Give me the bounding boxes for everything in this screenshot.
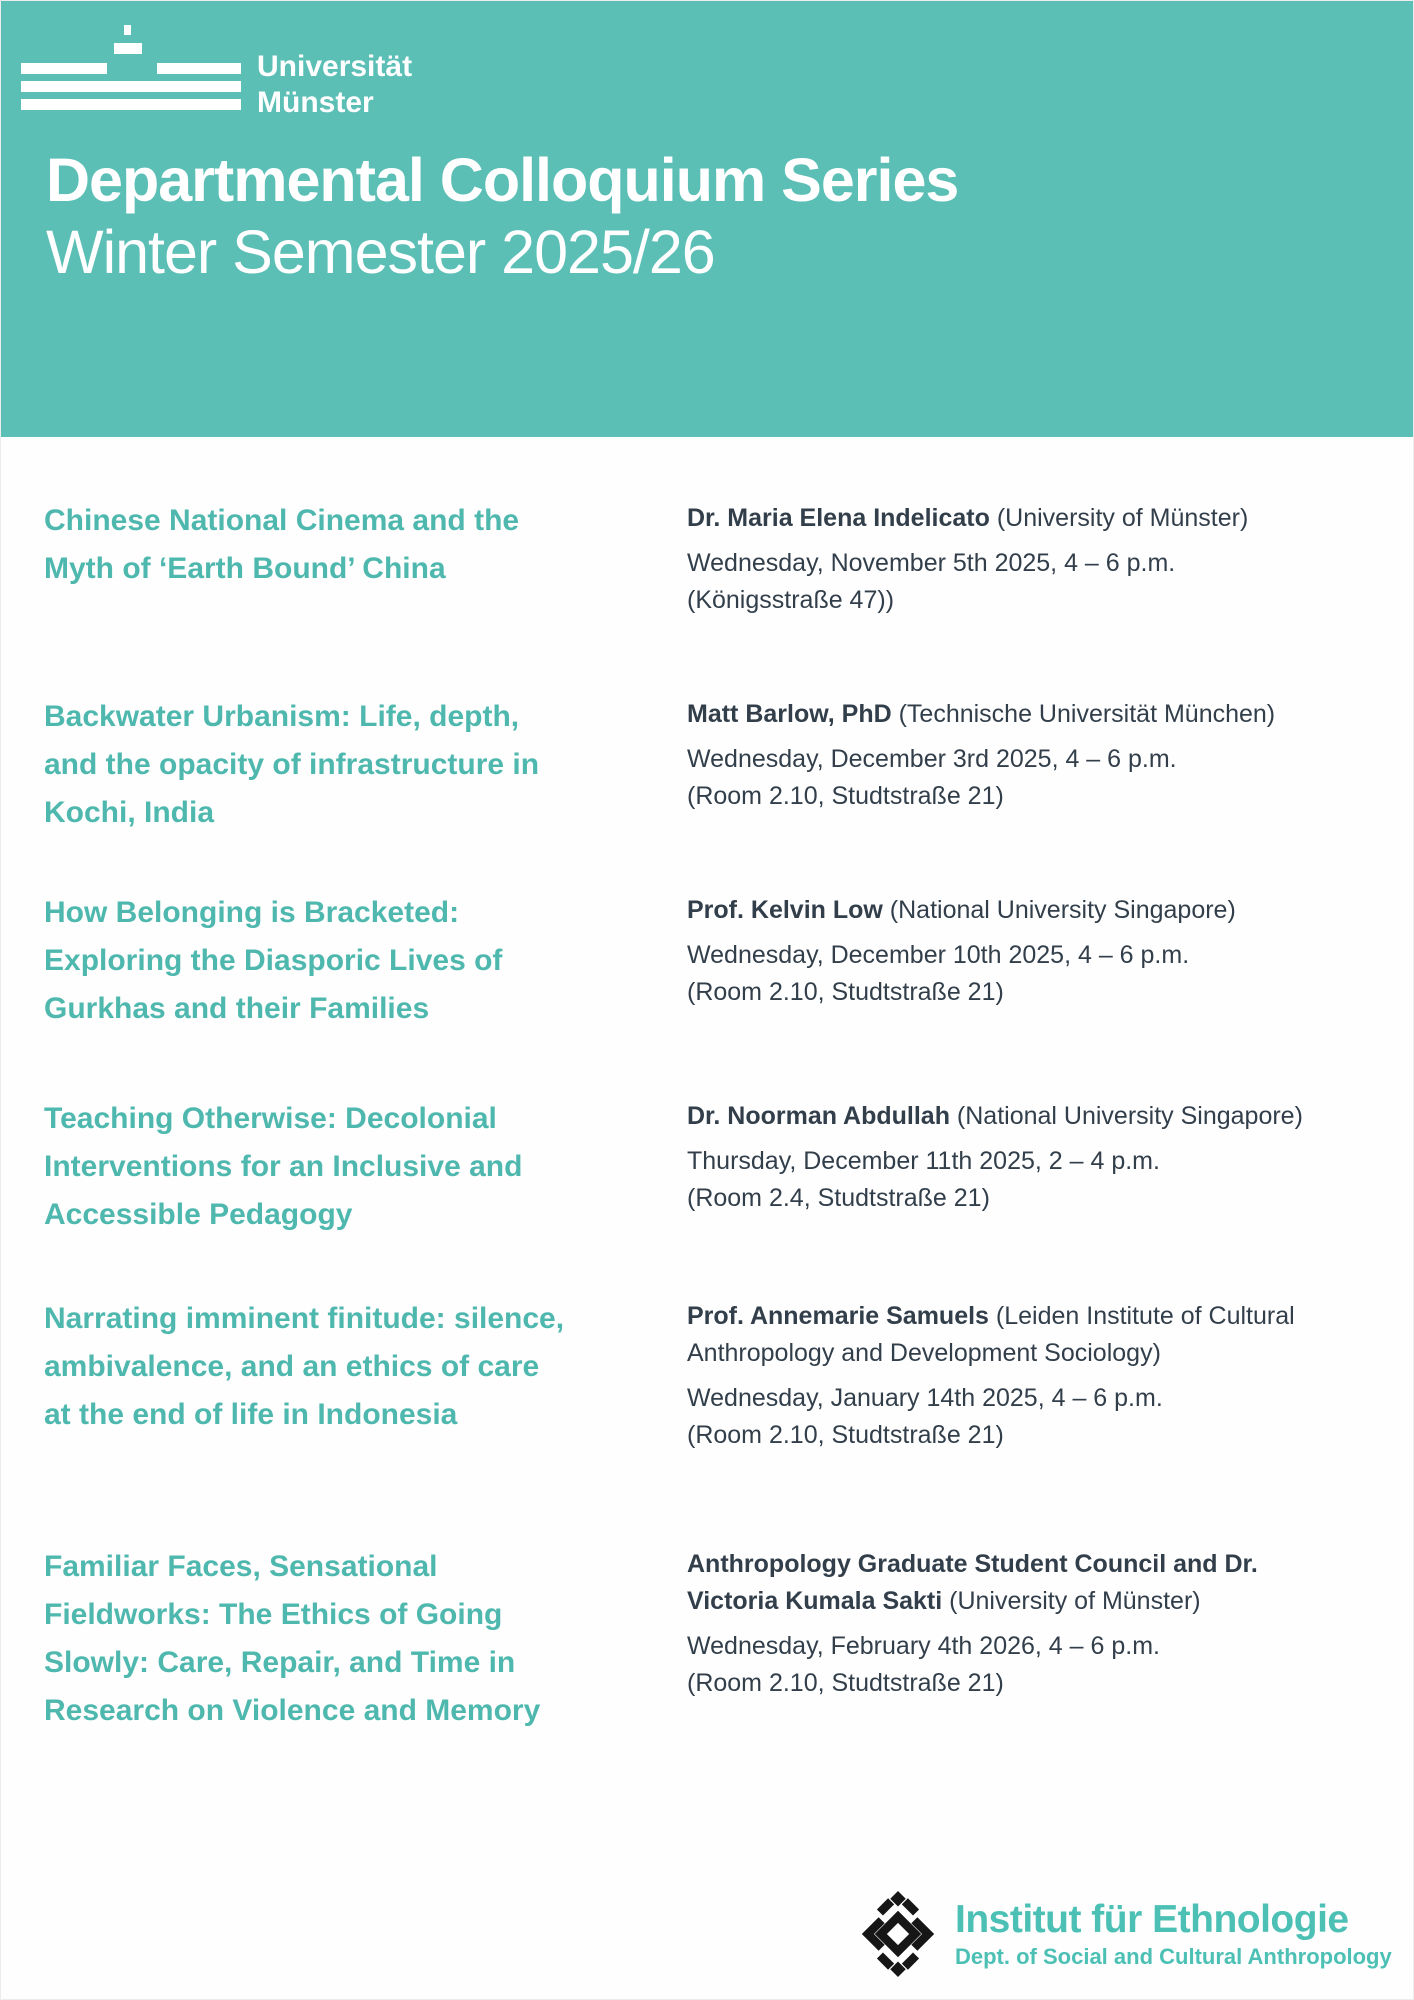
- event-title-line: Accessible Pedagogy: [44, 1198, 353, 1231]
- speaker-name: Prof. Kelvin Low: [687, 896, 883, 924]
- event-location: (Room 2.10, Studtstraße 21): [687, 1669, 1004, 1697]
- event-details: [687, 696, 1275, 815]
- speaker-affiliation: (National University Singapore): [949, 1102, 1303, 1130]
- logo-text-line1: Universität: [257, 50, 413, 83]
- speaker-affiliation: (Technische Universität München): [891, 700, 1276, 728]
- speaker-affiliation: (National University Singapore): [882, 896, 1236, 924]
- castle-spire: [124, 25, 131, 35]
- footer-text: [955, 1898, 1392, 1970]
- page-title: Departmental Colloquium Series: [46, 146, 959, 214]
- speaker-name: Victoria Kumala Sakti: [687, 1587, 943, 1615]
- event-datetime: Wednesday, January 14th 2025, 4 – 6 p.m.: [687, 1384, 1163, 1412]
- castle-bar: [21, 63, 107, 74]
- event-details: [687, 892, 1236, 1011]
- speaker-line: [687, 1298, 1295, 1335]
- speaker-line: [687, 892, 1236, 929]
- event-title: [44, 1543, 540, 1735]
- footer: [855, 1891, 1392, 1977]
- castle-bar: [21, 81, 241, 92]
- event-title: [44, 1295, 564, 1439]
- event-details: [687, 1546, 1258, 1702]
- event-datetime: Wednesday, December 3rd 2025, 4 – 6 p.m.: [687, 745, 1177, 773]
- event-location: (Room 2.10, Studtstraße 21): [687, 978, 1004, 1006]
- speaker-name: Dr. Maria Elena Indelicato: [687, 504, 990, 532]
- event-title-line: at the end of life in Indonesia: [44, 1398, 458, 1431]
- event-title-line: Kochi, India: [44, 796, 215, 829]
- event-datetime: Wednesday, November 5th 2025, 4 – 6 p.m.: [687, 549, 1176, 577]
- event-title: [44, 497, 519, 593]
- event-location: (Königsstraße 47)): [687, 586, 895, 614]
- event-title: [44, 693, 539, 837]
- event-title-line: How Belonging is Bracketed:: [44, 896, 460, 929]
- event-details: [687, 1098, 1303, 1217]
- speaker-name: Anthropology Graduate Student Council and Dr.: [687, 1550, 1258, 1578]
- speaker-name: Dr. Noorman Abdullah: [687, 1102, 950, 1130]
- event-location: (Room 2.4, Studtstraße 21): [687, 1184, 990, 1212]
- event-title-line: Myth of ‘Earth Bound’ China: [44, 552, 446, 585]
- event-title-line: Chinese National Cinema and the: [44, 504, 520, 537]
- event-datetime: Thursday, December 11th 2025, 2 – 4 p.m.: [687, 1147, 1160, 1175]
- event-title-line: and the opacity of infrastructure in: [44, 748, 540, 781]
- header-banner: [1, 1, 1413, 437]
- event-title: [44, 889, 502, 1033]
- event-title-line: Exploring the Diasporic Lives of: [44, 944, 503, 977]
- event-title-line: Fieldworks: The Ethics of Going: [44, 1598, 503, 1631]
- logo-text-line2: Münster: [257, 86, 374, 119]
- event-details: [687, 500, 1248, 619]
- speaker-line: [687, 500, 1248, 537]
- speaker-affiliation: (University of Münster): [989, 504, 1249, 532]
- speaker-affiliation: Anthropology and Development Sociology): [687, 1339, 1161, 1367]
- page-subtitle: Winter Semester 2025/26: [46, 218, 715, 286]
- castle-bar: [157, 63, 241, 74]
- event-title-line: Familiar Faces, Sensational: [44, 1550, 438, 1583]
- speaker-name: Matt Barlow, PhD: [687, 700, 892, 728]
- speaker-name: Prof. Annemarie Samuels: [687, 1302, 989, 1330]
- event-title-line: Slowly: Care, Repair, and Time in: [44, 1646, 516, 1679]
- castle-bar: [21, 99, 241, 110]
- institute-name: Institut für Ethnologie: [955, 1898, 1349, 1941]
- event-title-line: Backwater Urbanism: Life, depth,: [44, 700, 520, 733]
- speaker-affiliation: (Leiden Institute of Cultural: [988, 1302, 1295, 1330]
- event-location: (Room 2.10, Studtstraße 21): [687, 782, 1004, 810]
- speaker-line: [687, 1335, 1295, 1372]
- event-datetime: Wednesday, December 10th 2025, 4 – 6 p.m.: [687, 941, 1190, 969]
- event-title-line: Teaching Otherwise: Decolonial: [44, 1102, 497, 1135]
- event-title: [44, 1095, 522, 1239]
- event-title-line: Gurkhas and their Families: [44, 992, 430, 1025]
- department-name: Dept. of Social and Cultural Anthropology: [955, 1944, 1392, 1969]
- speaker-line: [687, 1098, 1303, 1135]
- event-title-line: Interventions for an Inclusive and: [44, 1150, 523, 1183]
- event-title-line: Research on Violence and Memory: [44, 1694, 541, 1727]
- event-datetime: Wednesday, February 4th 2026, 4 – 6 p.m.: [687, 1632, 1160, 1660]
- speaker-line: [687, 696, 1275, 733]
- event-title-line: Narrating imminent finitude: silence,: [44, 1302, 565, 1335]
- event-location: (Room 2.10, Studtstraße 21): [687, 1421, 1004, 1449]
- speaker-affiliation: (University of Münster): [942, 1587, 1201, 1615]
- castle-tower: [114, 43, 142, 54]
- university-castle-icon: [17, 15, 257, 115]
- event-details: [687, 1298, 1295, 1454]
- event-title-line: ambivalence, and an ethics of care: [44, 1350, 540, 1383]
- institute-emblem-icon: [855, 1891, 941, 1977]
- speaker-line: [687, 1546, 1258, 1583]
- speaker-line: [687, 1583, 1258, 1620]
- university-logo-text: [257, 49, 412, 121]
